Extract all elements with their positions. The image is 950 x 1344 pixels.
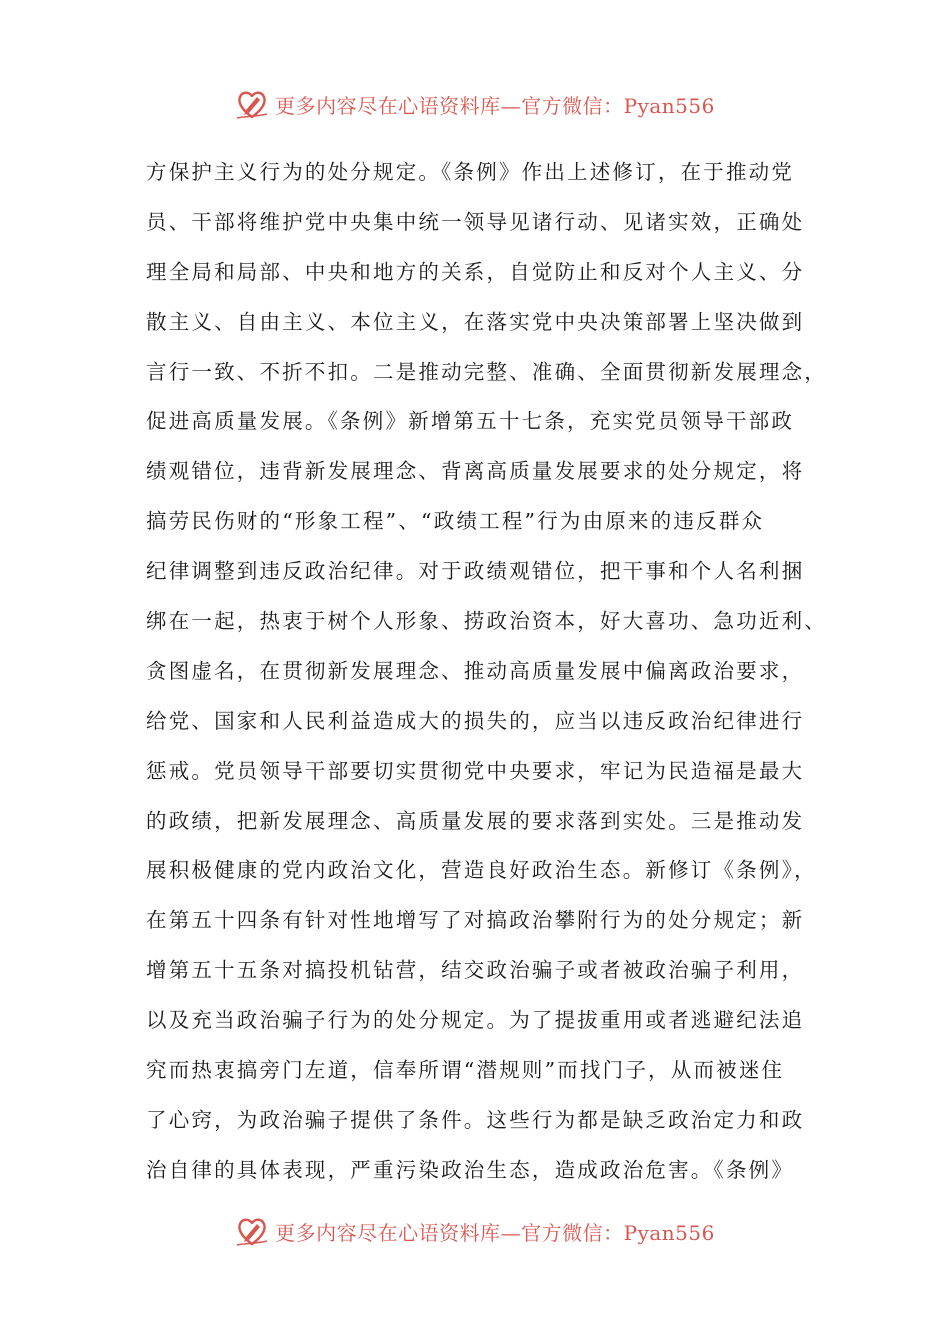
body-line: 了心窍，为政治骗子提供了条件。这些行为都是缺乏政治定力和政 <box>146 1107 805 1132</box>
body-line: 方保护主义行为的处分规定。《条例》作出上述修订，在于推动党 <box>146 160 795 184</box>
body-line: 惩戒。党员领导干部要切实贯彻党中央要求，牢记为民造福是最大 <box>146 758 805 783</box>
body-line: 展积极健康的党内政治文化，营造良好政治生态。新修订《条例》， <box>146 858 817 883</box>
footer-banner <box>0 1211 950 1251</box>
body-line: 给党、国家和人民利益造成大的损失的，应当以违反政治纪律进行 <box>146 708 805 733</box>
body-line: 纪律调整到违反政治纪律。对于政绩观错位，把干事和个人名利捆 <box>146 559 805 584</box>
body-line: 绩观错位，违背新发展理念、背离高质量发展要求的处分规定，将 <box>146 459 805 484</box>
header-banner-text: 更多内容尽在心语资料库—官方微信：Pyan556 <box>275 93 715 118</box>
body-line: 的政绩，把新发展理念、高质量发展的要求落到实处。三是推动发 <box>146 808 805 833</box>
document-body <box>146 148 827 1196</box>
body-line: 增第五十五条对搞投机钻营，结交政治骗子或者被政治骗子利用， <box>146 958 805 983</box>
body-line: 散主义、自由主义、本位主义，在落实党中央决策部署上坚决做到 <box>146 309 805 334</box>
body-line: 言行一致、不折不扣。二是推动完整、准确、全面贯彻新发展理念， <box>146 359 827 384</box>
footer-banner-text: 更多内容尽在心语资料库—官方微信：Pyan556 <box>275 1220 715 1245</box>
body-line: 搞劳民伤财的“形象工程”、“政绩工程”行为由原来的违反群众 <box>146 509 765 534</box>
body-line: 理全局和局部、中央和地方的关系，自觉防止和反对个人主义、分 <box>146 259 805 284</box>
body-line: 究而热衷搞旁门左道，信奉所谓“潜规则”而找门子，从而被迷住 <box>146 1058 785 1083</box>
header-banner <box>0 84 950 124</box>
body-line: 贪图虚名，在贯彻新发展理念、推动高质量发展中偏离政治要求， <box>146 658 805 683</box>
body-line: 促进高质量发展。《条例》新增第五十七条，充实党员领导干部政 <box>146 409 795 434</box>
body-line: 治自律的具体表现，严重污染政治生态，造成政治危害。《条例》 <box>146 1157 795 1182</box>
body-line: 绑在一起，热衷于树个人形象、捞政治资本，好大喜功、急功近利、 <box>146 609 827 634</box>
body-line: 以及充当政治骗子行为的处分规定。为了提拔重用或者逃避纪法追 <box>146 1008 805 1033</box>
body-line: 员、干部将维护党中央集中统一领导见诸行动、见诸实效，正确处 <box>146 209 805 234</box>
body-line: 在第五十四条有针对性地增写了对搞政治攀附行为的处分规定；新 <box>146 908 805 933</box>
pen-heart-logo-icon <box>235 1214 269 1248</box>
pen-heart-logo-icon <box>235 87 269 121</box>
